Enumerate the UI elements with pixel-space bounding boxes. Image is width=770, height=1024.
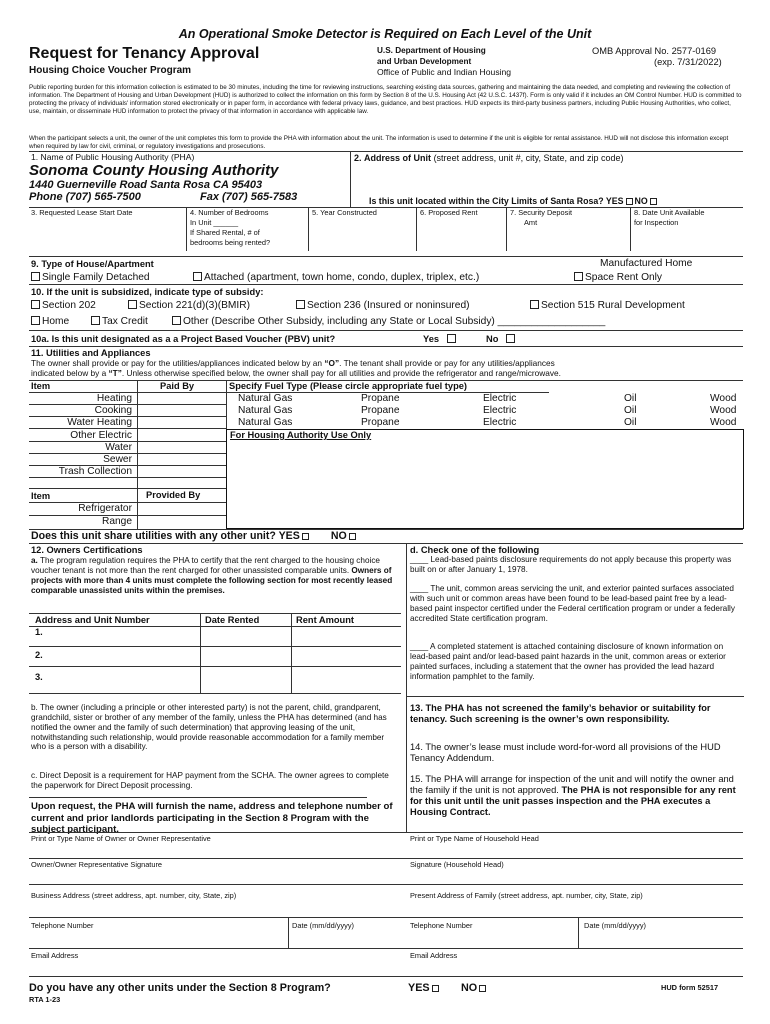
pha-name: Sonoma County Housing Authority	[29, 162, 279, 179]
item-15: 15. The PHA will arrange for inspection of the unit and will notify the owner and the family if the unit is not approved. The PHA is not responsible for any rent for this unit until the unit passes inspection and the PHA executes a Housing Contract.	[410, 774, 736, 818]
paid-by-header: Paid By	[160, 381, 195, 391]
tax-credit-option[interactable]: Tax Credit	[91, 316, 148, 328]
owner-email-label[interactable]: Email Address	[31, 951, 79, 960]
section-221-checkbox[interactable]	[128, 300, 137, 309]
certification-c: c. Direct Deposit is a requirement for HAP payment from the SCHA. The owner agrees to complete the paperwork for Direct Deposit processing.	[31, 771, 389, 790]
proposed-rent-label: 6. Proposed Rent	[420, 208, 478, 217]
housing-authority-use-box	[226, 429, 744, 529]
other-units-yes[interactable]: YES	[408, 982, 441, 994]
housing-authority-use-label: For Housing Authority Use Only	[230, 430, 372, 440]
santa-rosa-yes-checkbox[interactable]	[626, 198, 633, 205]
fuel-option[interactable]: Propane	[361, 393, 400, 404]
comparable-rent-header: Rent Amount	[296, 615, 355, 625]
lease-start-label: 3. Requested Lease Start Date	[31, 208, 133, 217]
other-units-no-checkbox[interactable]	[479, 985, 486, 992]
santa-rosa-no-checkbox[interactable]	[650, 198, 657, 205]
share-utilities-question: Does this unit share utilities with any other unit? YES NO	[31, 530, 358, 542]
owner-certifications-label: 12. Owners Certifications	[31, 545, 143, 555]
appliance-range: Range	[101, 516, 132, 527]
share-yes-checkbox[interactable]	[302, 533, 309, 540]
item-13: 13. The PHA has not screened the family’s behavior or suitability for tenancy. Such screening is the owner’s own responsibility.	[410, 703, 711, 725]
fuel-option[interactable]: Propane	[361, 417, 400, 428]
unit-address-label: 2. Address of Unit (street address, unit #, city, State, and zip code)	[354, 153, 624, 163]
omb-number: OMB Approval No. 2577-0169	[592, 46, 717, 56]
attached-option[interactable]: Attached (apartment, town home, condo, duplex, triplex, etc.)	[193, 272, 479, 284]
purpose-statement: When the participant selects a unit, the owner of the unit completes this form to provide the PHA with information about the unit. The information is used to determine if the unit is eligible for rental assistance. HUD will not disclose this information except when required by law for civil, criminal, or regulatory investigations and prosecutions.	[29, 135, 729, 151]
security-deposit-amt: Amt	[524, 218, 538, 227]
certification-a: a. The program regulation requires the PHA to certify that the rent charged to the housing choice voucher tenant is not more than the rent charged for other unassisted comparable units. Owners of projects with more than 4 units must complete the following section for most recently leased comparable unassisted units within the premises.	[31, 556, 393, 595]
utility-row-label: Trash Collection	[58, 466, 132, 477]
security-deposit-label: 7. Security Deposit	[510, 208, 573, 217]
fuel-option[interactable]: Propane	[361, 405, 400, 416]
utility-row-label: Sewer	[103, 454, 132, 465]
dept-line2: and Urban Development	[377, 57, 472, 66]
household-signature-label[interactable]: Signature (Household Head)	[410, 860, 504, 869]
shared-rental-label: If Shared Rental, # of	[190, 228, 260, 237]
form-subtitle: Housing Choice Voucher Program	[29, 65, 192, 76]
section-221-option[interactable]: Section 221(d)(3)(BMIR)	[128, 300, 250, 312]
owner-name-label[interactable]: Print or Type Name of Owner or Owner Representative	[31, 834, 211, 843]
comparable-date-header: Date Rented	[205, 615, 260, 625]
attached-checkbox[interactable]	[193, 272, 202, 281]
item2-header: Item	[31, 491, 51, 501]
landlord-info-notice: Upon request, the PHA will furnish the name, address and telephone number of current and prior landlords participating in the Section 8 Program with the subject participant.	[31, 801, 393, 835]
utilities-instructions-1: The owner shall provide or pay for the utilities/appliances indicated below by an “O”. The tenant shall provide or pay for any utilities/appliances	[31, 358, 555, 368]
rta-number: RTA 1-23	[29, 995, 61, 1004]
household-email-label[interactable]: Email Address	[410, 951, 458, 960]
pha-address: 1440 Guerneville Road Santa Rosa CA 95403	[29, 179, 263, 191]
fuel-option[interactable]: Wood	[710, 417, 737, 428]
smoke-detector-banner: An Operational Smoke Detector is Required on Each Level of the Unit	[178, 27, 592, 41]
pbv-yes-checkbox[interactable]	[447, 334, 456, 343]
space-rent-checkbox[interactable]	[574, 272, 583, 281]
pbv-no[interactable]: No	[486, 334, 517, 345]
other-units-yes-checkbox[interactable]	[432, 985, 439, 992]
appliance-refrigerator: Refrigerator	[78, 503, 132, 514]
fuel-option[interactable]: Electric	[483, 405, 517, 416]
fuel-option[interactable]: Oil	[624, 393, 637, 404]
household-head-name-label[interactable]: Print or Type Name of Household Head	[410, 834, 539, 843]
utility-row-label: Water	[105, 442, 132, 453]
utilities-label: 11. Utilities and Appliances	[31, 348, 151, 358]
date-available-label: 8. Date Unit Available	[634, 208, 705, 217]
bedrooms-label: 4. Number of Bedrooms	[190, 208, 269, 217]
tax-credit-checkbox[interactable]	[91, 316, 100, 325]
utility-row-label: Cooking	[94, 405, 132, 416]
household-phone-label[interactable]: Telephone Number	[410, 921, 473, 930]
lead-option-2: ____ The unit, common areas servicing the unit, and exterior painted surfaces associated with such unit or common areas have been found to be lead-based paint free by a lead-based paint inspector certified under the Federal certification program or under a federally accredited State certification program.	[410, 584, 735, 623]
burden-statement: Public reporting burden for this information collection is estimated to be 30 minutes, including the time for reviewing instructions, searching existing data sources, gathering and maintaining the data needed, and completing and reviewing the collection of information. The Department of Housing and Urban Development (HUD) is authorized to collect the information on this form by Section 8 of the U.S. Housing Act (42 U.S.C. 1437f). Form is only valid if it includes an OM Control Number. HUD is committed to protecting the privacy of individuals' information stored electronically or in paper form, in accordance with federal privacy laws, guidance, and best practices. HUD expects its third-party business partners, including Public Housing Authorities, who collect, use, maintain, or disseminate HUD information to protect the privacy of that information in accordance with applicable law.	[29, 84, 742, 116]
owner-signature-label[interactable]: Owner/Owner Representative Signature	[31, 860, 163, 869]
fuel-option[interactable]: Natural Gas	[238, 405, 293, 416]
pbv-yes[interactable]: Yes	[423, 334, 458, 345]
hud-form-number: HUD form 52517	[661, 983, 719, 992]
shared-bedrooms-label: bedrooms being rented?	[190, 238, 271, 247]
pha-name-label: 1. Name of Public Housing Authority (PHA)	[31, 152, 195, 162]
single-family-checkbox[interactable]	[31, 272, 40, 281]
single-family-option[interactable]: Single Family Detached	[31, 272, 150, 284]
santa-rosa-question: Is this unit located within the City Limits of Santa Rosa? YES NO	[369, 196, 659, 206]
owner-phone-label[interactable]: Telephone Number	[31, 921, 94, 930]
home-option[interactable]: Home	[31, 316, 69, 328]
fuel-option[interactable]: Electric	[483, 417, 517, 428]
section-515-option[interactable]: Section 515 Rural Development	[530, 300, 685, 312]
lead-paint-label: d. Check one of the following	[410, 545, 540, 555]
house-type-label: 9. Type of House/Apartment	[31, 259, 154, 269]
comparable-row-3: 3.	[35, 672, 43, 682]
item-header: Item	[31, 381, 51, 391]
fuel-option[interactable]: Oil	[624, 417, 637, 428]
other-subsidy-option[interactable]: Other (Describe Other Subsidy, including any State or Local Subsidy) ___________________	[172, 316, 605, 328]
item-14: 14. The owner’s lease must include word-for-word all provisions of the HUD Tenancy Addendum.	[410, 742, 721, 764]
fuel-option[interactable]: Wood	[710, 393, 737, 404]
pha-fax: Fax (707) 565-7583	[200, 191, 298, 203]
other-units-question: Do you have any other units under the Section 8 Program?	[29, 982, 331, 994]
comparable-address-header: Address and Unit Number	[35, 615, 150, 625]
fuel-option[interactable]: Electric	[483, 393, 517, 404]
utility-row-label: Other Electric	[70, 430, 132, 441]
fuel-option[interactable]: Oil	[624, 405, 637, 416]
section-202-option[interactable]: Section 202	[31, 300, 96, 312]
owner-date-label[interactable]: Date (mm/dd/yyyy)	[292, 921, 355, 930]
dept-line1: U.S. Department of Housing	[377, 46, 486, 55]
comparable-row-2: 2.	[35, 650, 43, 660]
home-checkbox[interactable]	[31, 316, 40, 325]
utilities-instructions-2: indicated below by a “T”. Unless otherwise specified below, the owner shall pay for all utilities and provide the refrigerator and range/microwave.	[31, 368, 561, 378]
section-515-checkbox[interactable]	[530, 300, 539, 309]
fuel-option[interactable]: Natural Gas	[238, 417, 293, 428]
dept-line3: Office of Public and Indian Housing	[377, 67, 512, 77]
certification-b: b. The owner (including a principle or other interested party) is not the parent, child, grandparent, grandchild, sister or brother of any member of the family, unless the PHA has determined (and has notified the owner and the family of such determination) that approving leasing of the unit, notwithstanding such relationship, would provide reasonable accommodation for a family member who is a person with a disability.	[31, 703, 387, 752]
section-236-checkbox[interactable]	[296, 300, 305, 309]
year-constructed-label: 5. Year Constructed	[312, 208, 377, 217]
subsidy-label: 10. If the unit is subsidized, indicate type of subsidy:	[31, 287, 264, 297]
section-236-option[interactable]: Section 236 (Insured or noninsured)	[296, 300, 470, 312]
form-title: Request for Tenancy Approval	[29, 45, 260, 62]
lead-option-3: ____ A completed statement is attached containing disclosure of known information on lead-based paint and/or lead-based paint hazards in the unit, common areas or exterior painted surfaces, including a statement that the owner has provided the lead hazard information pamphlet to the family.	[410, 642, 726, 681]
manufactured-home-label: Manufactured Home	[600, 258, 693, 269]
utility-row-label: Heating	[96, 393, 132, 404]
omb-expiration: (exp. 7/31/2022)	[654, 57, 722, 67]
family-address-label[interactable]: Present Address of Family (street address, apt. number, city, State, zip)	[410, 891, 643, 900]
pbv-question: 10a. Is this unit designated as a a Project Based Voucher (PBV) unit?	[31, 334, 336, 344]
for-inspection-label: for Inspection	[634, 218, 679, 227]
fuel-option[interactable]: Natural Gas	[238, 393, 293, 404]
other-subsidy-checkbox[interactable]	[172, 316, 181, 325]
provided-by-header: Provided By	[146, 490, 201, 500]
fuel-type-header: Specify Fuel Type (Please circle appropriate fuel type)	[229, 381, 468, 391]
household-date-label[interactable]: Date (mm/dd/yyyy)	[584, 921, 647, 930]
section-202-checkbox[interactable]	[31, 300, 40, 309]
space-rent-option[interactable]: Space Rent Only	[574, 272, 662, 284]
business-address-label[interactable]: Business Address (street address, apt. number, city, State, zip)	[31, 891, 237, 900]
comparable-row-1: 1.	[35, 627, 43, 637]
utility-row-label: Water Heating	[67, 417, 132, 428]
other-units-no[interactable]: NO	[461, 982, 488, 994]
pha-phone: Phone (707) 565-7500	[29, 191, 141, 203]
fuel-option[interactable]: Wood	[710, 405, 737, 416]
share-no-checkbox[interactable]	[349, 533, 356, 540]
lead-option-1: ____ Lead-based paints disclosure requirements do not apply because this property was built on or after January 1, 1978.	[410, 555, 732, 574]
pbv-no-checkbox[interactable]	[506, 334, 515, 343]
bedrooms-in-unit: In Unit ______	[190, 218, 239, 227]
